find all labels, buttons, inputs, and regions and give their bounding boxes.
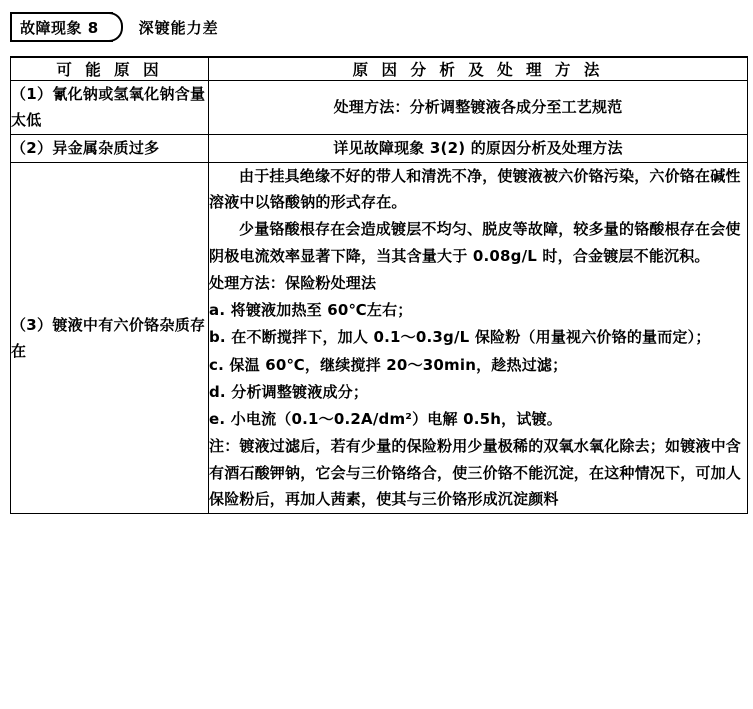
fault-analysis-table <box>10 56 748 514</box>
fault-number-tag: 故障现象 8 <box>10 12 113 42</box>
cause-cell-2: （2）异金属杂质过多 <box>11 134 209 162</box>
table-header-row <box>11 57 748 81</box>
table-row <box>11 134 748 162</box>
detail-line: 少量铬酸根存在会造成镀层不均匀、脱皮等故障，较多量的铬酸根存在会使阴极电流效率显著下降，当其含量大于 0.08g/L 时，合金镀层不能沉积。 <box>209 220 741 265</box>
column-header-detail: 原 因 分 析 及 处 理 方 法 <box>209 57 748 81</box>
table-row <box>11 81 748 135</box>
detail-line: 处理方法：分析调整镀液各成分至工艺规范 <box>333 97 623 116</box>
detail-line: 详见故障现象 3(2) 的原因分析及处理方法 <box>333 138 623 157</box>
detail-cell-3 <box>209 162 748 513</box>
detail-cell-2 <box>209 134 748 162</box>
fault-title: 深镀能力差 <box>138 18 219 37</box>
detail-line: b. 在不断搅拌下，加人 0.1～0.3g/L 保险粉（用量视六价铬的量而定）； <box>209 328 711 347</box>
detail-line: d. 分析调整镀液成分； <box>209 382 369 401</box>
column-header-cause: 可 能 原 因 <box>11 57 209 81</box>
detail-line: 注：镀液过滤后，若有少量的保险粉用少量极稀的双氧水氧化除去；如镀液中含有酒石酸钾钠，它会与三价铬络合，使三价铬不能沉淀，在这种情况下，可加人保险粉后，再加人茜素，使其与三价铬形成沉淀颜料 <box>209 437 742 508</box>
detail-line: 由于挂具绝缘不好的带人和清洗不净，使镀液被六价铬污染，六价铬在碱性溶液中以铬酸钠的形式存在。 <box>209 166 741 211</box>
detail-line: c. 保温 60℃，继续搅拌 20～30min，趁热过滤； <box>209 355 568 374</box>
fault-header <box>10 12 745 42</box>
cause-cell-1: （1）氰化钠或氢氧化钠含量太低 <box>11 81 209 135</box>
cause-cell-3: （3）镀液中有六价铬杂质存在 <box>11 162 209 513</box>
detail-line: a. 将镀液加热至 60℃左右； <box>209 301 413 319</box>
table-row <box>11 162 748 513</box>
detail-line: e. 小电流（0.1～0.2A/dm²）电解 0.5h，试镀。 <box>209 410 562 428</box>
detail-cell-1 <box>209 81 748 135</box>
detail-line: 处理方法：保险粉处理法 <box>209 273 377 292</box>
